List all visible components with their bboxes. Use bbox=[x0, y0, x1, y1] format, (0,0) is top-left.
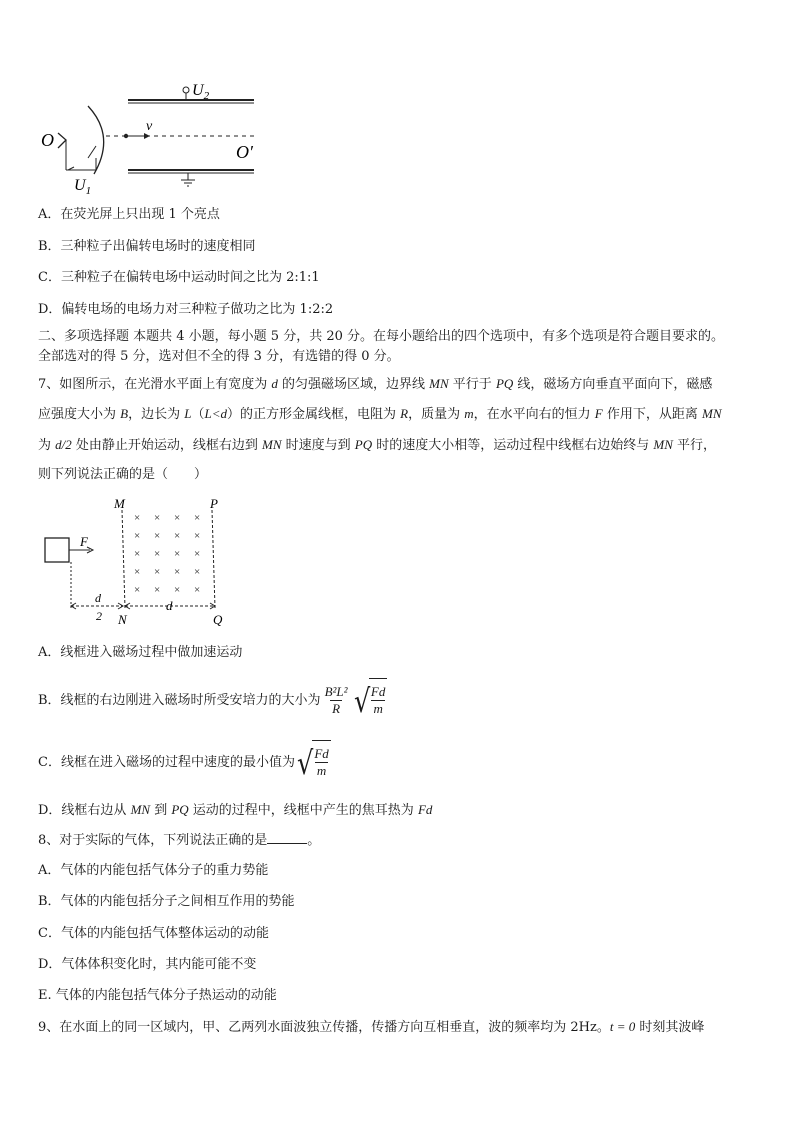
magnetic-field-figure bbox=[40, 496, 240, 630]
q8-option-c: C．气体的内能包括气体整体运动的动能 bbox=[38, 926, 269, 941]
q7-option-c: C．线框在进入磁场的过程中速度的最小值为 √ $\frac{Fd}{m}$ bbox=[38, 740, 331, 785]
u2-label: U bbox=[192, 82, 204, 99]
q6-option-b: B．三种粒子出偏转电场时的速度相同 bbox=[38, 239, 256, 254]
field-cross: × bbox=[174, 548, 181, 560]
q8-option-a: A．气体的内能包括气体分子的重力势能 bbox=[38, 863, 269, 878]
q6-option-d: D．偏转电场的电场力对三种粒子做功之比为 1:2:2 bbox=[38, 302, 334, 317]
q8-stem: 8、对于实际的气体，下列说法正确的是 。 bbox=[38, 833, 321, 848]
q6-option-a: A．在荧光屏上只出现 1 个亮点 bbox=[38, 207, 220, 222]
label-q: Q bbox=[213, 612, 223, 627]
q7-option-b: B．线框的右边刚进入磁场时所受安培力的大小为 $\frac{\text{B²L²}}{R}$ √ $\frac{Fd}{m}$ bbox=[38, 678, 387, 723]
boundary-pq bbox=[212, 510, 215, 608]
field-crosses bbox=[134, 512, 200, 596]
label-m: M bbox=[114, 496, 125, 511]
q7-stem-line2: 应强度大小为 B，边长为 L（L<d）的正方形金属线框，电阻为 R，质量为 m，在水平向右的恒力 F 作用下，从距离 MN bbox=[38, 406, 722, 422]
q9-stem-line1: 9、在水面上的同一区域内，甲、乙两列水面波独立传播，传播方向互相垂直，波的频率均为 2Hz。t = 0 时刻其波峰 bbox=[38, 1019, 705, 1035]
force-label: F bbox=[80, 534, 88, 549]
section2-instructions-line2: 全部选对的得 5 分，选对但不全的得 3 分，有选错的得 0 分。 bbox=[38, 349, 400, 364]
deflection-apparatus-figure bbox=[38, 78, 268, 198]
q7-stem-line1: 7、如图所示，在光滑水平面上有宽度为 d 的匀强磁场区域，边界线 MN 平行于 PQ 线，磁场方向垂直平面向下，磁感 bbox=[38, 376, 713, 392]
d-label: d bbox=[166, 598, 173, 613]
q7-option-d: D．线框右边从 MN 到 PQ 运动的过程中，线框中产生的焦耳热为 Fd bbox=[38, 802, 433, 818]
section2-instructions-line1: 二、多项选择题 本题共 4 小题，每小题 5 分，共 20 分。在每小题给出的四个选项中，有多个选项是符合题目要求的。 bbox=[38, 329, 725, 344]
q8-option-b: B．气体的内能包括分子之间相互作用的势能 bbox=[38, 894, 295, 909]
q7-option-a: A．线框进入磁场过程中做加速运动 bbox=[38, 645, 243, 660]
field-cross: × bbox=[174, 584, 181, 596]
u1-label: U bbox=[74, 177, 86, 194]
q7-stem-line3: 为 d/2 处由静止开始运动，线框右边到 MN 时速度与到 PQ 时的速度大小相等，运动过程中线框右边始终与 MN 平行， bbox=[38, 437, 717, 453]
q6-option-c: C．三种粒子在偏转电场中运动时间之比为 2:1:1 bbox=[38, 270, 320, 285]
square-loop bbox=[45, 538, 69, 562]
field-cross: × bbox=[154, 530, 161, 542]
q8-option-e: E. 气体的内能包括气体分子热运动的动能 bbox=[38, 988, 277, 1003]
label-n: N bbox=[118, 612, 127, 627]
field-cross: × bbox=[134, 530, 141, 542]
field-cross: × bbox=[134, 548, 141, 560]
o-label: O bbox=[41, 130, 54, 150]
d-half-den: 2 bbox=[96, 609, 102, 623]
field-cross: × bbox=[154, 548, 161, 560]
label-p: P bbox=[210, 496, 218, 511]
svg-text:U1: $U_1$ bbox=[74, 177, 92, 197]
answer-blank bbox=[267, 831, 307, 844]
field-cross: × bbox=[174, 566, 181, 578]
field-cross: × bbox=[154, 584, 161, 596]
svg-text:U2: $U_2$ bbox=[192, 82, 210, 102]
field-cross: × bbox=[194, 548, 201, 560]
field-cross: × bbox=[194, 512, 201, 524]
q8-option-d: D．气体体积变化时，其内能可能不变 bbox=[38, 957, 257, 972]
field-cross: × bbox=[174, 530, 181, 542]
field-cross: × bbox=[134, 584, 141, 596]
field-cross: × bbox=[174, 512, 181, 524]
field-cross: × bbox=[134, 566, 141, 578]
q7-stem-line4: 则下列说法正确的是（ ） bbox=[38, 467, 208, 482]
field-cross: × bbox=[194, 584, 201, 596]
boundary-mn bbox=[122, 510, 125, 608]
o-prime-label: O′ bbox=[236, 142, 253, 162]
field-cross: × bbox=[134, 512, 141, 524]
field-cross: × bbox=[154, 512, 161, 524]
u2-terminal bbox=[183, 87, 189, 93]
field-cross: × bbox=[194, 566, 201, 578]
field-cross: × bbox=[194, 530, 201, 542]
v-label: v bbox=[146, 119, 153, 134]
d-half-num: d bbox=[95, 591, 101, 605]
field-cross: × bbox=[154, 566, 161, 578]
